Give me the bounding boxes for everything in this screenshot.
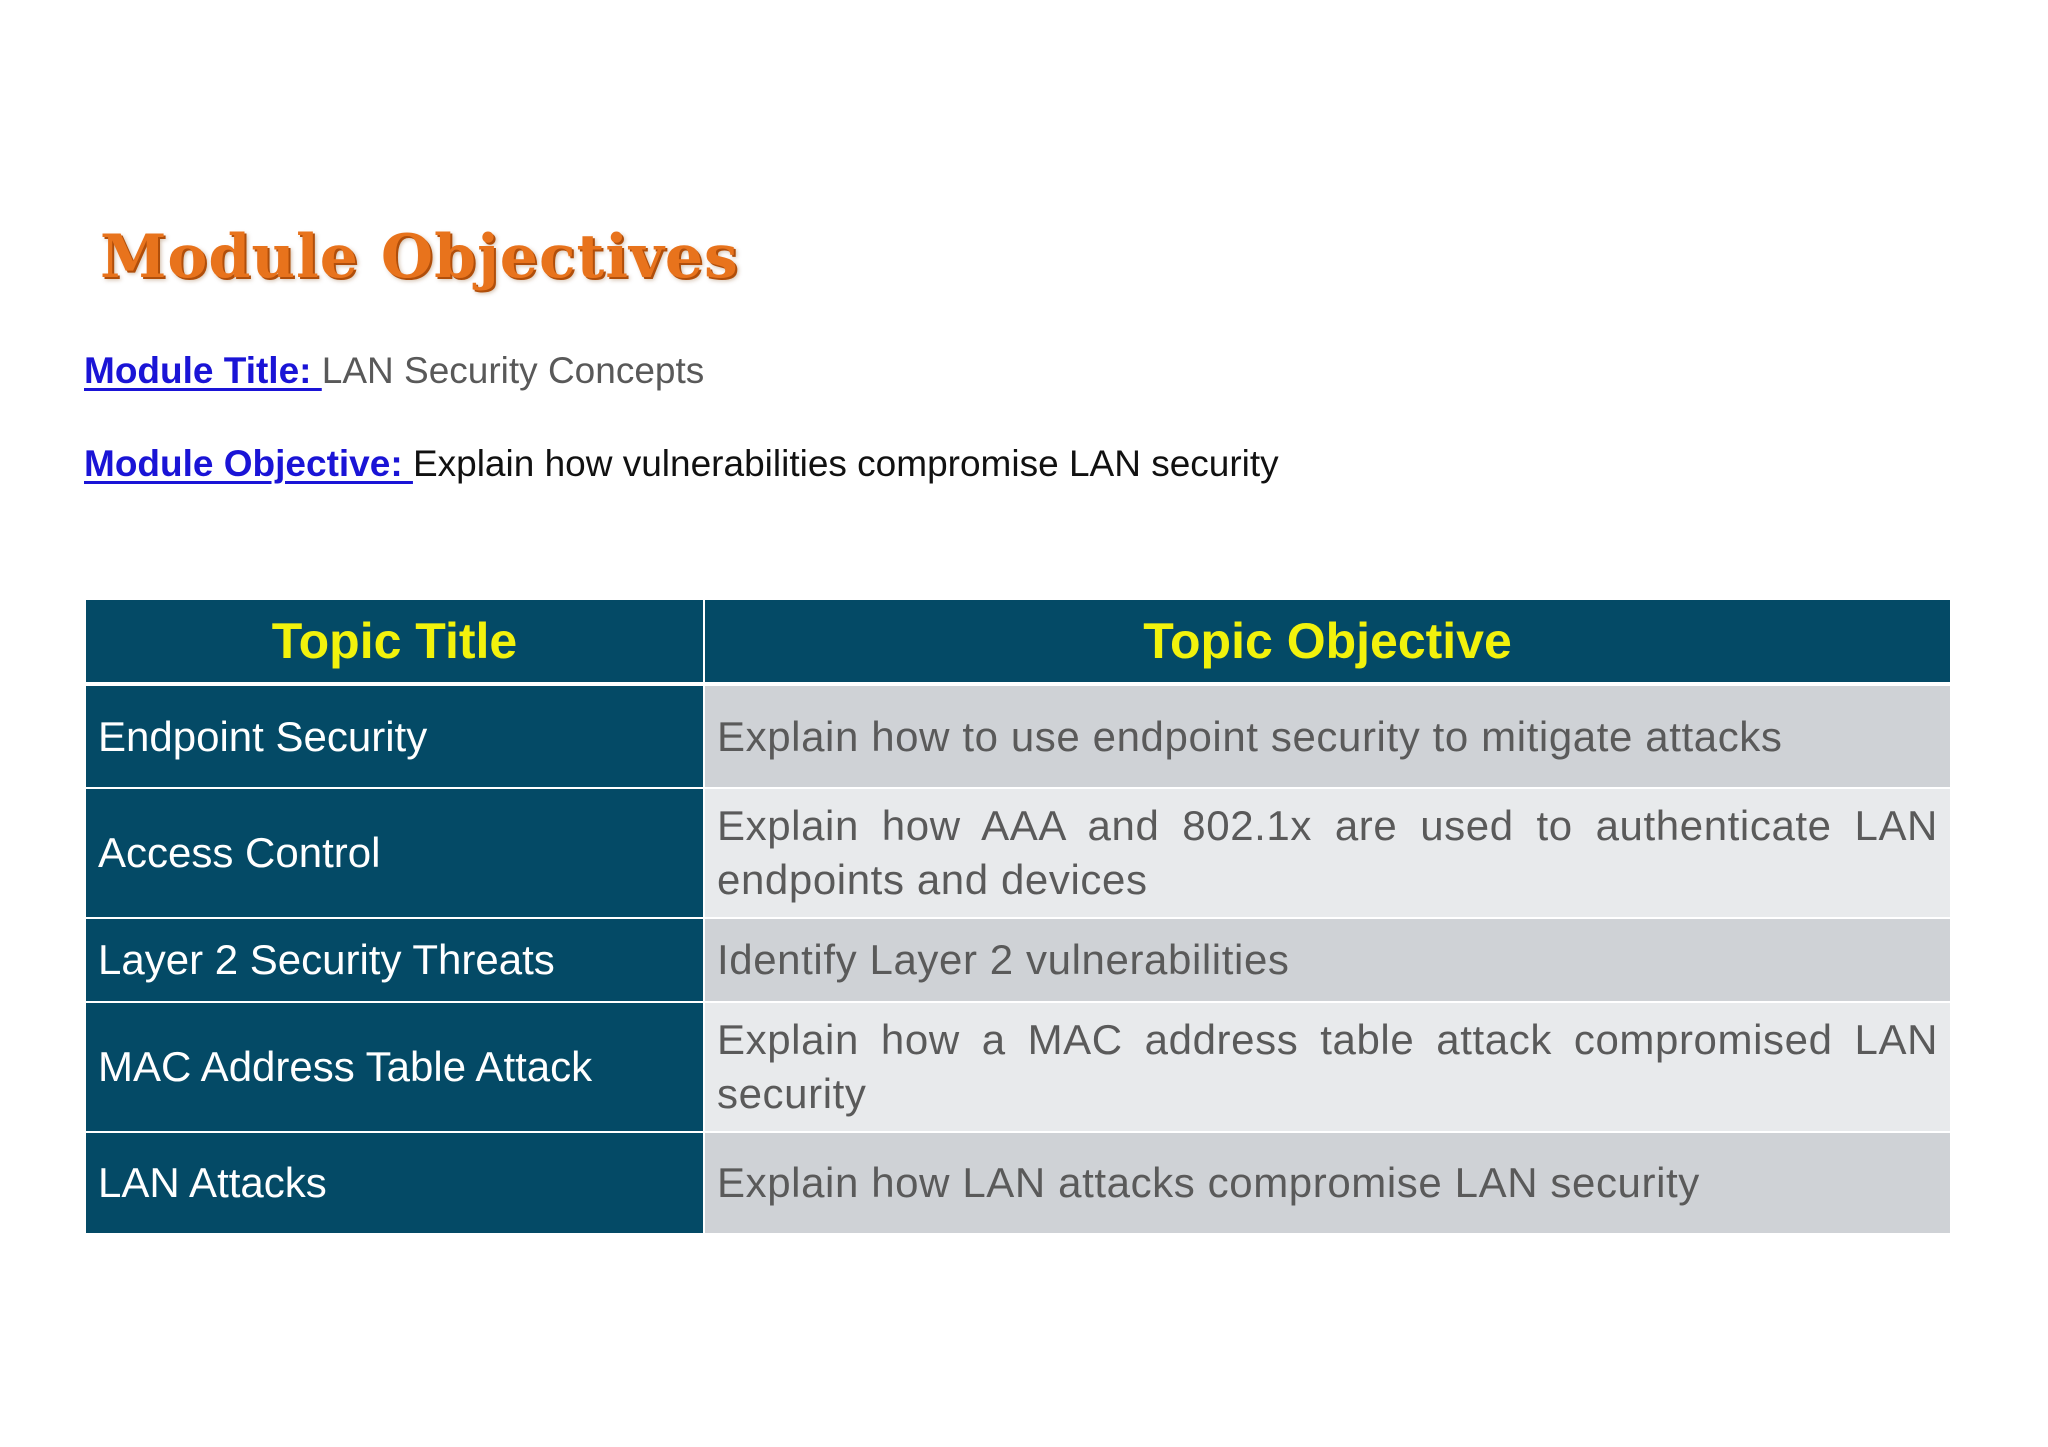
topic-objective-cell: Identify Layer 2 vulnerabilities [704,918,1950,1002]
table-row [86,1132,1950,1234]
table-row [86,788,1950,918]
topics-table [86,600,1950,1235]
topic-objective-cell: Explain how to use endpoint security to mitigate attacks [704,684,1950,788]
table-row [86,918,1950,1002]
slide-title: Module Objectives [100,222,739,292]
topic-objective-cell: Explain how AAA and 802.1x are used to authenticate LAN endpoints and devices [704,788,1950,918]
topic-title-cell: Layer 2 Security Threats [86,918,704,1002]
header-topic-title: Topic Title [86,600,704,684]
topic-title-cell: LAN Attacks [86,1132,704,1234]
header-topic-objective: Topic Objective [704,600,1950,684]
module-title-value: LAN Security Concepts [321,350,705,391]
topic-title-cell: MAC Address Table Attack [86,1002,704,1132]
table-header-row [86,600,1950,684]
module-objective-label[interactable]: Module Objective: [84,443,413,484]
topic-title-cell: Access Control [86,788,704,918]
module-title-label[interactable]: Module Title: [84,350,322,391]
module-objective-line [84,443,1279,485]
module-objective-value: Explain how vulnerabilities compromise LAN security [412,443,1279,484]
table-row [86,684,1950,788]
topic-title-cell: Endpoint Security [86,684,704,788]
topic-objective-cell: Explain how a MAC address table attack compromised LAN security [704,1002,1950,1132]
topic-objective-cell: Explain how LAN attacks compromise LAN security [704,1132,1950,1234]
module-title-line [84,350,704,392]
table-row [86,1002,1950,1132]
